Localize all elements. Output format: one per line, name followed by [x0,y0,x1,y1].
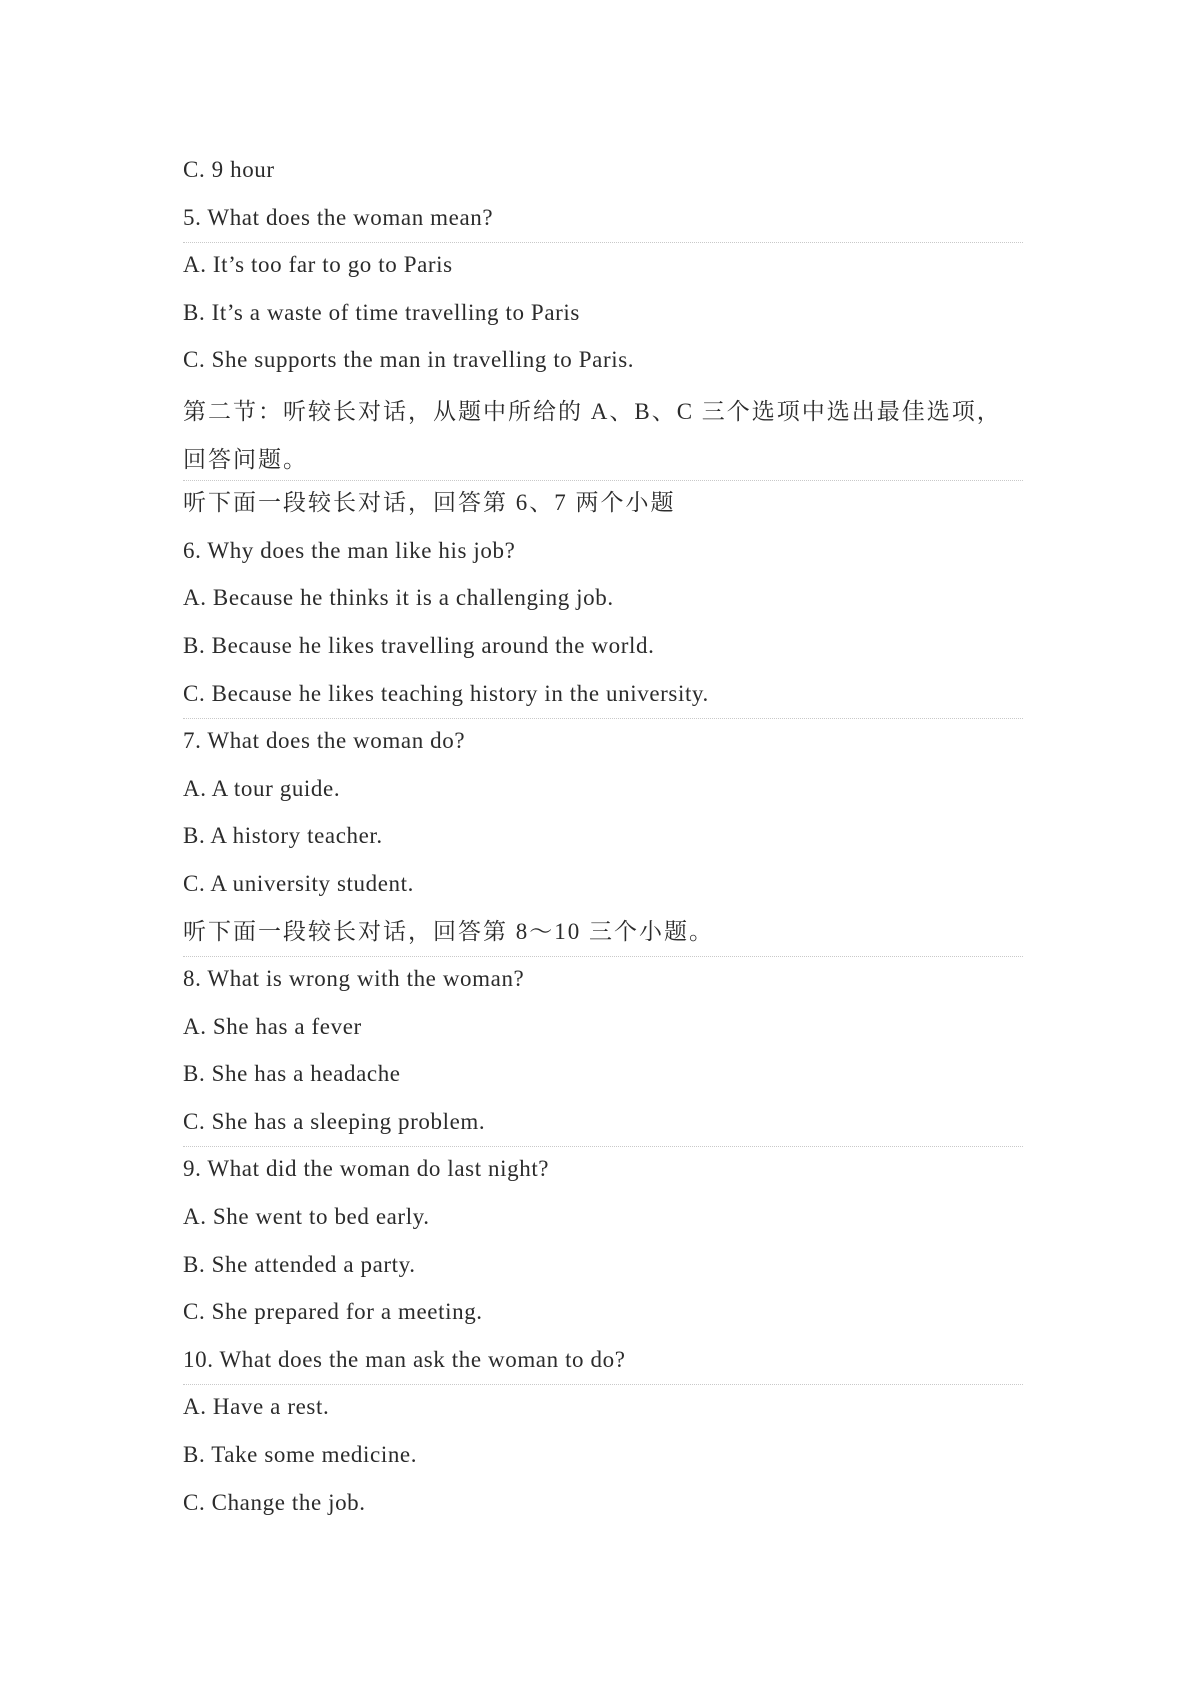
option-c-q6: C. Because he likes teaching history in the university. [183,674,1023,722]
option-c-q9: C. She prepared for a meeting. [183,1299,483,1325]
question-10: 10. What does the man ask the woman to do? [183,1340,1023,1388]
option-a-q8: A. She has a fever [183,1013,362,1039]
option-a-q9: A. She went to bed early. [183,1204,430,1230]
option-c-q8: C. She has a sleeping problem. [183,1102,1023,1150]
option-c-q5: C. She supports the man in travelling to Paris. [183,347,635,373]
option-c-q10: C. Change the job. [183,1489,366,1515]
question-9: 9. What did the woman do last night? [183,1156,550,1182]
section-two-heading: 第二节：听较长对话，从题中所给的 A、B、C 三个选项中选出最佳选项，回答问题。 [183,388,1023,483]
question-7: 7. What does the woman do? [183,728,466,754]
document-page [183,150,1023,1530]
option-a-q6: A. Because he thinks it is a challenging job. [183,585,614,611]
question-5: 5. What does the woman mean? [183,198,1023,246]
option-b-q9: B. She attended a party. [183,1251,416,1277]
option-b-q10: B. Take some medicine. [183,1442,418,1468]
option-b-q6: B. Because he likes travelling around the world. [183,632,655,658]
option-a-q7: A. A tour guide. [183,775,341,801]
option-c-q4: C. 9 hour [183,157,275,182]
question-8: 8. What is wrong with the woman? [183,966,525,992]
dialogue-instruction-8-10: 听下面一段较长对话，回答第 8～10 三个小题。 [183,912,1023,960]
option-b-q8: B. She has a headache [183,1061,401,1087]
option-c-q7: C. A university student. [183,870,414,896]
option-b-q7: B. A history teacher. [183,823,383,849]
question-6: 6. Why does the man like his job? [183,537,516,563]
option-b-q5: B. It’s a waste of time travelling to Paris [183,299,580,325]
dialogue-instruction-6-7: 听下面一段较长对话，回答第 6、7 两个小题 [183,490,676,516]
option-a-q5: A. It’s too far to go to Paris [183,252,453,278]
option-a-q10: A. Have a rest. [183,1394,330,1420]
